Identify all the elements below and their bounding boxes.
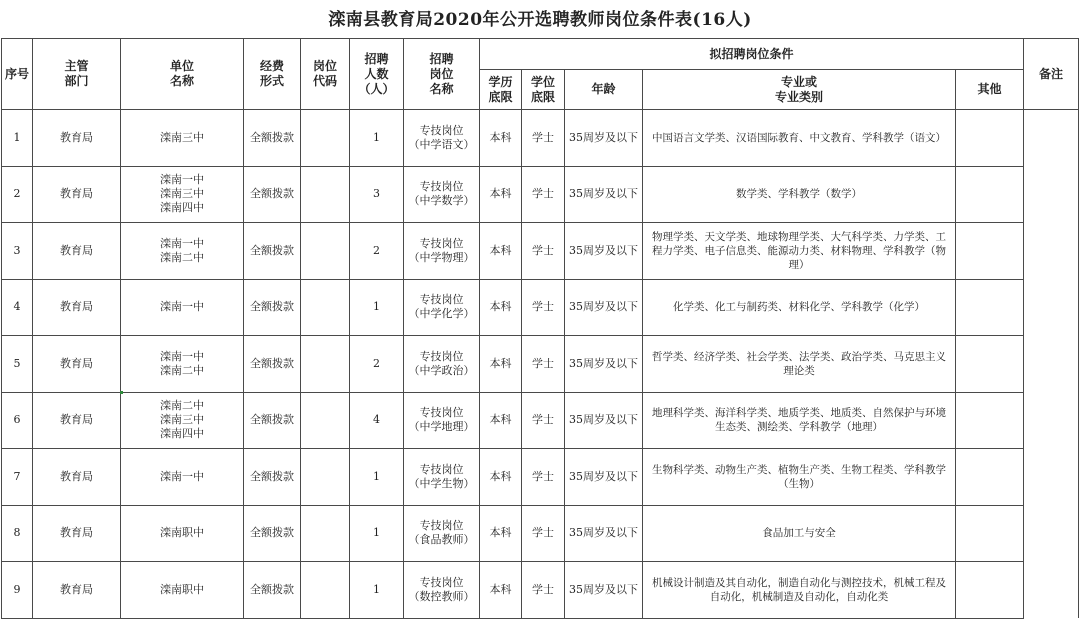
cell-unit: 滦南一中	[121, 449, 244, 506]
cell-education: 本科	[480, 449, 522, 506]
cell-education: 本科	[480, 562, 522, 619]
header-remark: 备注	[1024, 39, 1079, 110]
cell-count: 1	[350, 562, 404, 619]
cell-major: 数学类、学科教学（数学）	[643, 166, 956, 223]
cell-unit: 滦南二中 滦南三中 滦南四中	[121, 392, 244, 449]
table-row	[2, 392, 1079, 449]
cell-count: 1	[350, 110, 404, 167]
cell-degree: 学士	[522, 336, 565, 393]
cell-funding: 全额拨款	[244, 166, 301, 223]
cell-post-name: 专技岗位 （食品教师）	[404, 505, 480, 562]
cell-dept: 教育局	[33, 336, 121, 393]
cell-dept: 教育局	[33, 562, 121, 619]
cell-other	[956, 505, 1024, 562]
cell-seq: 1	[2, 110, 33, 167]
cell-post-name: 专技岗位 （中学政治）	[404, 336, 480, 393]
page-title: 滦南县教育局2020年公开选聘教师岗位条件表(16人)	[328, 10, 752, 30]
cell-major: 生物科学类、动物生产类、植物生产类、生物工程类、学科教学（生物）	[643, 449, 956, 506]
cell-degree: 学士	[522, 449, 565, 506]
cell-marker	[120, 391, 123, 394]
cell-count: 1	[350, 505, 404, 562]
cell-other	[956, 449, 1024, 506]
cell-dept: 教育局	[33, 505, 121, 562]
header-seq: 序号	[2, 39, 33, 110]
cell-unit: 滦南职中	[121, 505, 244, 562]
cell-other	[956, 562, 1024, 619]
cell-funding: 全额拨款	[244, 505, 301, 562]
header-other: 其他	[956, 70, 1024, 110]
cell-major: 物理学类、天文学类、地球物理学类、大气科学类、力学类、工程力学类、电子信息类、能源动力类、材料物理、学科教学（物理）	[643, 223, 956, 280]
cell-post-code	[301, 223, 350, 280]
cell-other	[956, 223, 1024, 280]
cell-education: 本科	[480, 336, 522, 393]
header-education: 学历 底限	[480, 70, 522, 110]
cell-degree: 学士	[522, 279, 565, 336]
cell-seq: 8	[2, 505, 33, 562]
cell-education: 本科	[480, 505, 522, 562]
cell-post-name: 专技岗位 （中学生物）	[404, 449, 480, 506]
cell-post-name: 专技岗位 （中学物理）	[404, 223, 480, 280]
cell-unit: 滦南三中	[121, 110, 244, 167]
table-row	[2, 110, 1079, 167]
header-unit: 单位 名称	[121, 39, 244, 110]
cell-post-name: 专技岗位 （中学语文）	[404, 110, 480, 167]
cell-education: 本科	[480, 279, 522, 336]
cell-count: 2	[350, 336, 404, 393]
cell-funding: 全额拨款	[244, 223, 301, 280]
cell-funding: 全额拨款	[244, 336, 301, 393]
table-row	[2, 505, 1079, 562]
header-dept: 主管 部门	[33, 39, 121, 110]
cell-count: 1	[350, 449, 404, 506]
cell-unit: 滦南一中 滦南二中	[121, 336, 244, 393]
header-funding: 经费 形式	[244, 39, 301, 110]
cell-dept: 教育局	[33, 279, 121, 336]
cell-major: 机械设计制造及其自动化，制造自动化与测控技术，机械工程及自动化，机械制造及自动化，自动化类	[643, 562, 956, 619]
cell-seq: 2	[2, 166, 33, 223]
cell-post-name: 专技岗位 （中学化学）	[404, 279, 480, 336]
cell-seq: 4	[2, 279, 33, 336]
cell-other	[956, 336, 1024, 393]
table-row	[2, 449, 1079, 506]
cell-degree: 学士	[522, 166, 565, 223]
cell-dept: 教育局	[33, 166, 121, 223]
header-conditions: 拟招聘岗位条件	[480, 39, 1024, 70]
cell-funding: 全额拨款	[244, 110, 301, 167]
cell-post-code	[301, 279, 350, 336]
cell-post-code	[301, 392, 350, 449]
cell-count: 3	[350, 166, 404, 223]
cell-education: 本科	[480, 223, 522, 280]
cell-post-code	[301, 336, 350, 393]
positions-table	[1, 38, 1079, 619]
header-post-code: 岗位 代码	[301, 39, 350, 110]
cell-unit: 滦南一中 滦南三中 滦南四中	[121, 166, 244, 223]
cell-major: 食品加工与安全	[643, 505, 956, 562]
cell-age: 35周岁及以下	[565, 166, 643, 223]
cell-age: 35周岁及以下	[565, 562, 643, 619]
cell-remark	[1024, 110, 1079, 619]
header-age: 年龄	[565, 70, 643, 110]
cell-dept: 教育局	[33, 110, 121, 167]
cell-seq: 3	[2, 223, 33, 280]
cell-age: 35周岁及以下	[565, 223, 643, 280]
cell-seq: 7	[2, 449, 33, 506]
cell-age: 35周岁及以下	[565, 449, 643, 506]
cell-post-code	[301, 505, 350, 562]
cell-education: 本科	[480, 392, 522, 449]
cell-major: 化学类、化工与制药类、材料化学、学科教学（化学）	[643, 279, 956, 336]
cell-age: 35周岁及以下	[565, 279, 643, 336]
cell-count: 4	[350, 392, 404, 449]
cell-age: 35周岁及以下	[565, 336, 643, 393]
cell-education: 本科	[480, 110, 522, 167]
cell-other	[956, 392, 1024, 449]
cell-age: 35周岁及以下	[565, 505, 643, 562]
cell-other	[956, 110, 1024, 167]
cell-unit: 滦南一中	[121, 279, 244, 336]
cell-major: 地理科学类、海洋科学类、地质学类、地质类、自然保护与环境生态类、测绘类、学科教学（地理）	[643, 392, 956, 449]
cell-funding: 全额拨款	[244, 279, 301, 336]
cell-major: 中国语言文学类、汉语国际教育、中文教育、学科教学（语文）	[643, 110, 956, 167]
cell-unit: 滦南职中	[121, 562, 244, 619]
table-row	[2, 223, 1079, 280]
cell-funding: 全额拨款	[244, 392, 301, 449]
cell-dept: 教育局	[33, 223, 121, 280]
cell-post-code	[301, 449, 350, 506]
header-row-1	[2, 39, 1079, 70]
cell-seq: 6	[2, 392, 33, 449]
cell-other	[956, 166, 1024, 223]
cell-degree: 学士	[522, 110, 565, 167]
cell-dept: 教育局	[33, 392, 121, 449]
header-count: 招聘 人数 （人）	[350, 39, 404, 110]
cell-funding: 全额拨款	[244, 562, 301, 619]
cell-dept: 教育局	[33, 449, 121, 506]
table-row	[2, 279, 1079, 336]
cell-other	[956, 279, 1024, 336]
cell-unit: 滦南一中 滦南二中	[121, 223, 244, 280]
cell-post-code	[301, 110, 350, 167]
cell-post-code	[301, 166, 350, 223]
cell-count: 1	[350, 279, 404, 336]
cell-education: 本科	[480, 166, 522, 223]
cell-post-name: 专技岗位 （中学数学）	[404, 166, 480, 223]
cell-age: 35周岁及以下	[565, 110, 643, 167]
cell-post-name: 专技岗位 （中学地理）	[404, 392, 480, 449]
cell-funding: 全额拨款	[244, 449, 301, 506]
header-major: 专业或 专业类别	[643, 70, 956, 110]
header-post-name: 招聘 岗位 名称	[404, 39, 480, 110]
cell-major: 哲学类、经济学类、社会学类、法学类、政治学类、马克思主义理论类	[643, 336, 956, 393]
cell-degree: 学士	[522, 392, 565, 449]
cell-degree: 学士	[522, 562, 565, 619]
cell-seq: 5	[2, 336, 33, 393]
cell-degree: 学士	[522, 505, 565, 562]
cell-post-code	[301, 562, 350, 619]
cell-count: 2	[350, 223, 404, 280]
cell-seq: 9	[2, 562, 33, 619]
table-row	[2, 562, 1079, 619]
table-row	[2, 336, 1079, 393]
cell-age: 35周岁及以下	[565, 392, 643, 449]
cell-post-name: 专技岗位 （数控教师）	[404, 562, 480, 619]
table-row	[2, 166, 1079, 223]
header-degree: 学位 底限	[522, 70, 565, 110]
cell-degree: 学士	[522, 223, 565, 280]
